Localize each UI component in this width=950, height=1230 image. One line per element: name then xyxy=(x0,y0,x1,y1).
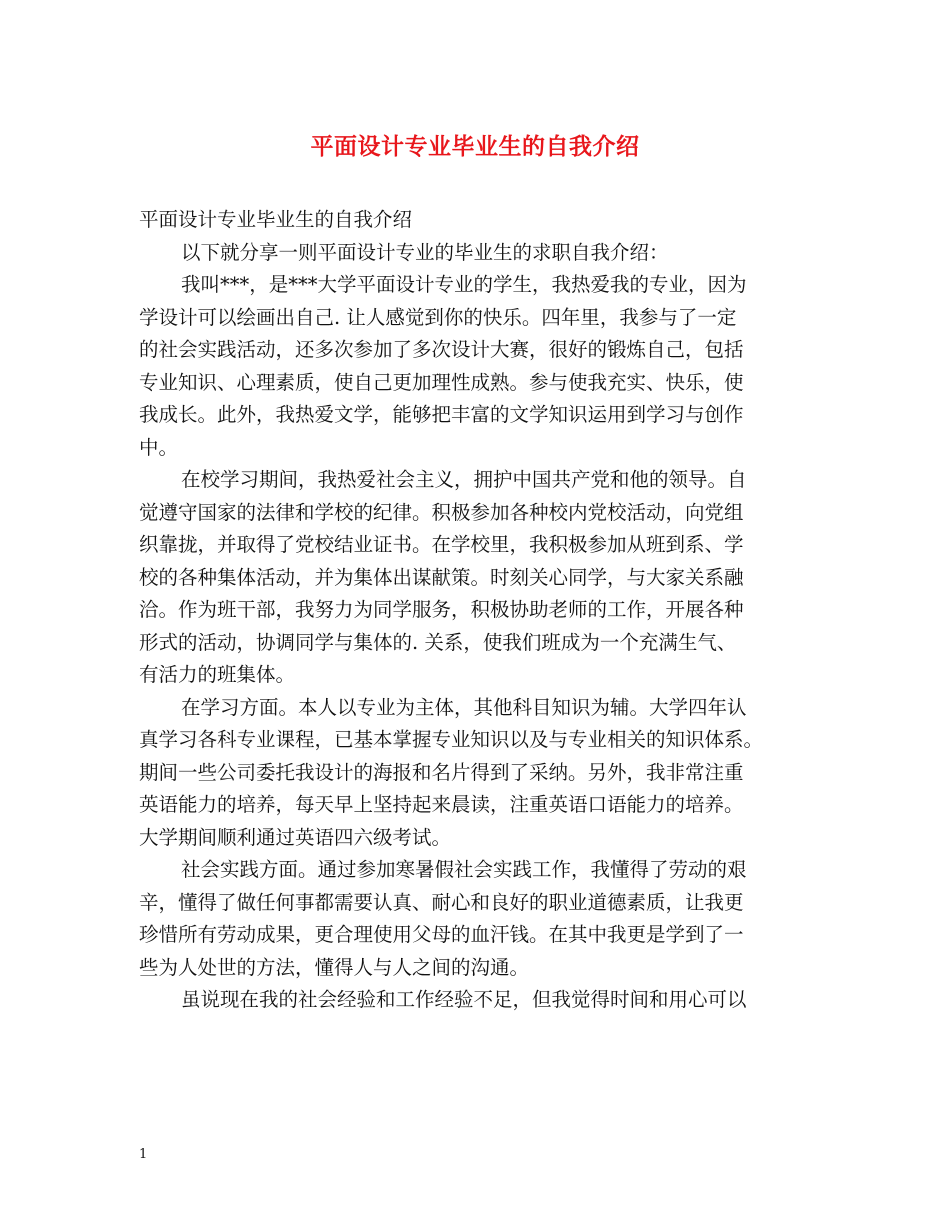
body-line: 有活力的班集体。 xyxy=(139,663,296,686)
body-line: 我叫***，是***大学平面设计专业的学生，我热爱我的专业，因为 xyxy=(181,273,747,296)
body-line: 些为人处世的方法，懂得人与人之间的沟通。 xyxy=(139,955,530,979)
body-line: 真学习各科专业课程，已基本掌握专业知识以及与专业相关的知识体系。 xyxy=(139,728,764,751)
page-number: 1 xyxy=(139,1147,148,1162)
body-line: 的社会实践活动，还多次参加了多次设计大赛，很好的锻炼自己，包括 xyxy=(139,338,744,361)
body-line: 学设计可以绘画出自己. 让人感觉到你的快乐。四年里，我参与了一定 xyxy=(139,305,737,329)
body-line: 织靠拢，并取得了党校结业证书。在学校里，我积极参加从班到系、学 xyxy=(139,533,744,556)
body-line: 期间一些公司委托我设计的海报和名片得到了采纳。另外，我非常注重 xyxy=(139,760,744,784)
document-title: 平面设计专业毕业生的自我介绍 xyxy=(310,133,640,160)
body-line: 我成长。此外，我热爱文学，能够把丰富的文学知识运用到学习与创作 xyxy=(139,403,744,426)
body-line: 中。 xyxy=(139,435,179,459)
body-line: 社会实践方面。通过参加寒暑假社会实践工作，我懂得了劳动的艰 xyxy=(181,858,747,881)
body-line: 形式的活动，协调同学与集体的. 关系，使我们班成为一个充满生气、 xyxy=(139,630,737,654)
body-line: 洽。作为班干部，我努力为同学服务，积极协助老师的工作，开展各种 xyxy=(139,598,744,621)
body-line: 专业知识、心理素质，使自己更加理性成熟。参与使我充实、快乐，使 xyxy=(139,370,744,394)
body-line: 在校学习期间，我热爱社会主义，拥护中国共产党和他的领导。自 xyxy=(181,468,747,491)
body-line: 虽说现在我的社会经验和工作经验不足，但我觉得时间和用心可以 xyxy=(181,988,747,1011)
body-line: 以下就分享一则平面设计专业的毕业生的求职自我介绍： xyxy=(181,240,669,264)
body-line: 觉遵守国家的法律和学校的纪律。积极参加各种校内党校活动，向党组 xyxy=(139,500,744,524)
body-line: 在学习方面。本人以专业为主体，其他科目知识为辅。大学四年认 xyxy=(181,695,747,719)
body-line: 校的各种集体活动，并为集体出谋献策。时刻关心同学，与大家关系融 xyxy=(139,565,744,589)
document-body xyxy=(139,204,823,1017)
body-line: 辛，懂得了做任何事都需要认真、耐心和良好的职业道德素质，让我更 xyxy=(139,890,744,914)
body-line: 平面设计专业毕业生的自我介绍 xyxy=(139,208,413,231)
body-line: 珍惜所有劳动成果，更合理使用父母的血汗钱。在其中我更是学到了一 xyxy=(139,923,744,946)
body-line: 英语能力的培养，每天早上坚持起来晨读，注重英语口语能力的培养。 xyxy=(139,793,744,816)
body-line: 大学期间顺利通过英语四六级考试。 xyxy=(139,825,452,849)
